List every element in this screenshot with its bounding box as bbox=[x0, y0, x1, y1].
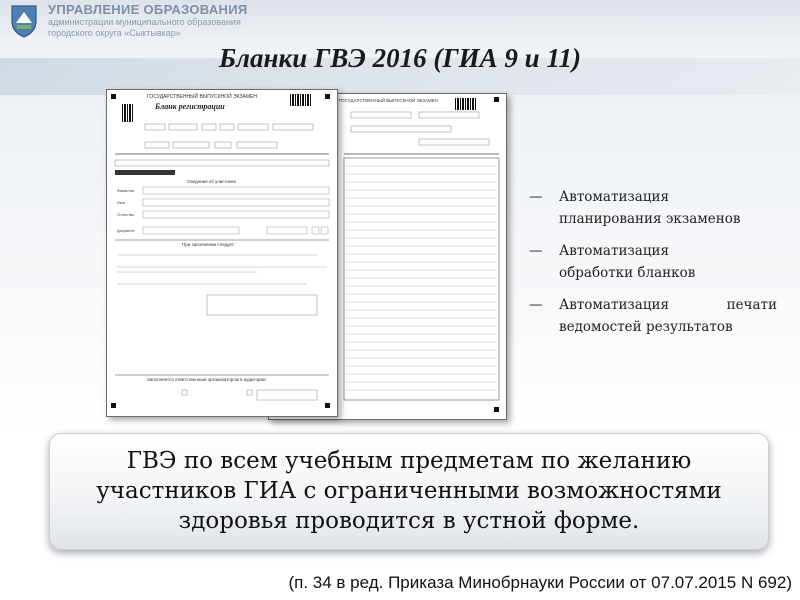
participant-section-label: Сведения об участнике bbox=[187, 179, 237, 184]
field-patronymic-label: Отчество bbox=[117, 212, 135, 217]
bullet-dash: — bbox=[529, 189, 543, 205]
org-name: УПРАВЛЕНИЕ ОБРАЗОВАНИЯ bbox=[48, 2, 248, 17]
org-subtitle-2: городского округа «Сыктывкар» bbox=[48, 28, 181, 38]
bullet-processing bbox=[529, 240, 777, 284]
bullet-dash: — bbox=[529, 297, 543, 313]
bullet-dash: — bbox=[529, 243, 543, 259]
page-title: Бланки ГВЭ 2016 (ГИА 9 и 11) bbox=[219, 43, 581, 73]
registration-form-header: ГОСУДАРСТВЕННЫЙ ВЫПУСКНОЙ ЭКЗАМЕН bbox=[147, 94, 257, 100]
info-box bbox=[49, 433, 769, 550]
bullet-line-1: Автоматизация bbox=[559, 243, 670, 259]
info-line-1: ГВЭ по всем учебным предметам по желанию bbox=[126, 448, 692, 474]
info-text bbox=[69, 446, 749, 536]
coat-of-arms-icon bbox=[6, 3, 42, 39]
organizer-section-label: Заполняется ответственным организатором в аудитории: bbox=[147, 377, 267, 382]
bullet-list bbox=[529, 186, 777, 348]
registration-form-image bbox=[106, 89, 338, 417]
field-surname-label: Фамилия bbox=[117, 188, 134, 193]
bullet-line-2: планирования экзаменов bbox=[559, 211, 741, 227]
field-name-label: Имя bbox=[117, 200, 125, 205]
bullet-line-1: Автоматизация печати bbox=[559, 297, 777, 313]
org-subtitle-1: администрации муниципального образования bbox=[48, 17, 241, 27]
document-label: Документ bbox=[117, 228, 135, 233]
bullet-printing bbox=[529, 294, 777, 338]
answer-form-header: ГОСУДАРСТВЕННЫЙ ВЫПУСКНОЙ ЭКЗАМЕН bbox=[339, 98, 438, 103]
info-line-2: участников ГИА с ограниченными возможностями bbox=[96, 478, 722, 504]
bullet-line-2: обработки бланков bbox=[559, 265, 696, 281]
footnote: (п. 34 в ред. Приказа Минобрнауки России от 07.07.2015 N 692) bbox=[288, 573, 792, 592]
fill-section-label: При заполнении следует: bbox=[182, 242, 236, 247]
bullet-line-2: ведомостей результатов bbox=[559, 319, 733, 335]
info-line-3: здоровья проводится в устной форме. bbox=[178, 508, 640, 534]
bullet-line-1: Автоматизация bbox=[559, 189, 670, 205]
bullet-planning bbox=[529, 186, 777, 230]
registration-form-title: Бланк регистрации bbox=[155, 102, 225, 111]
